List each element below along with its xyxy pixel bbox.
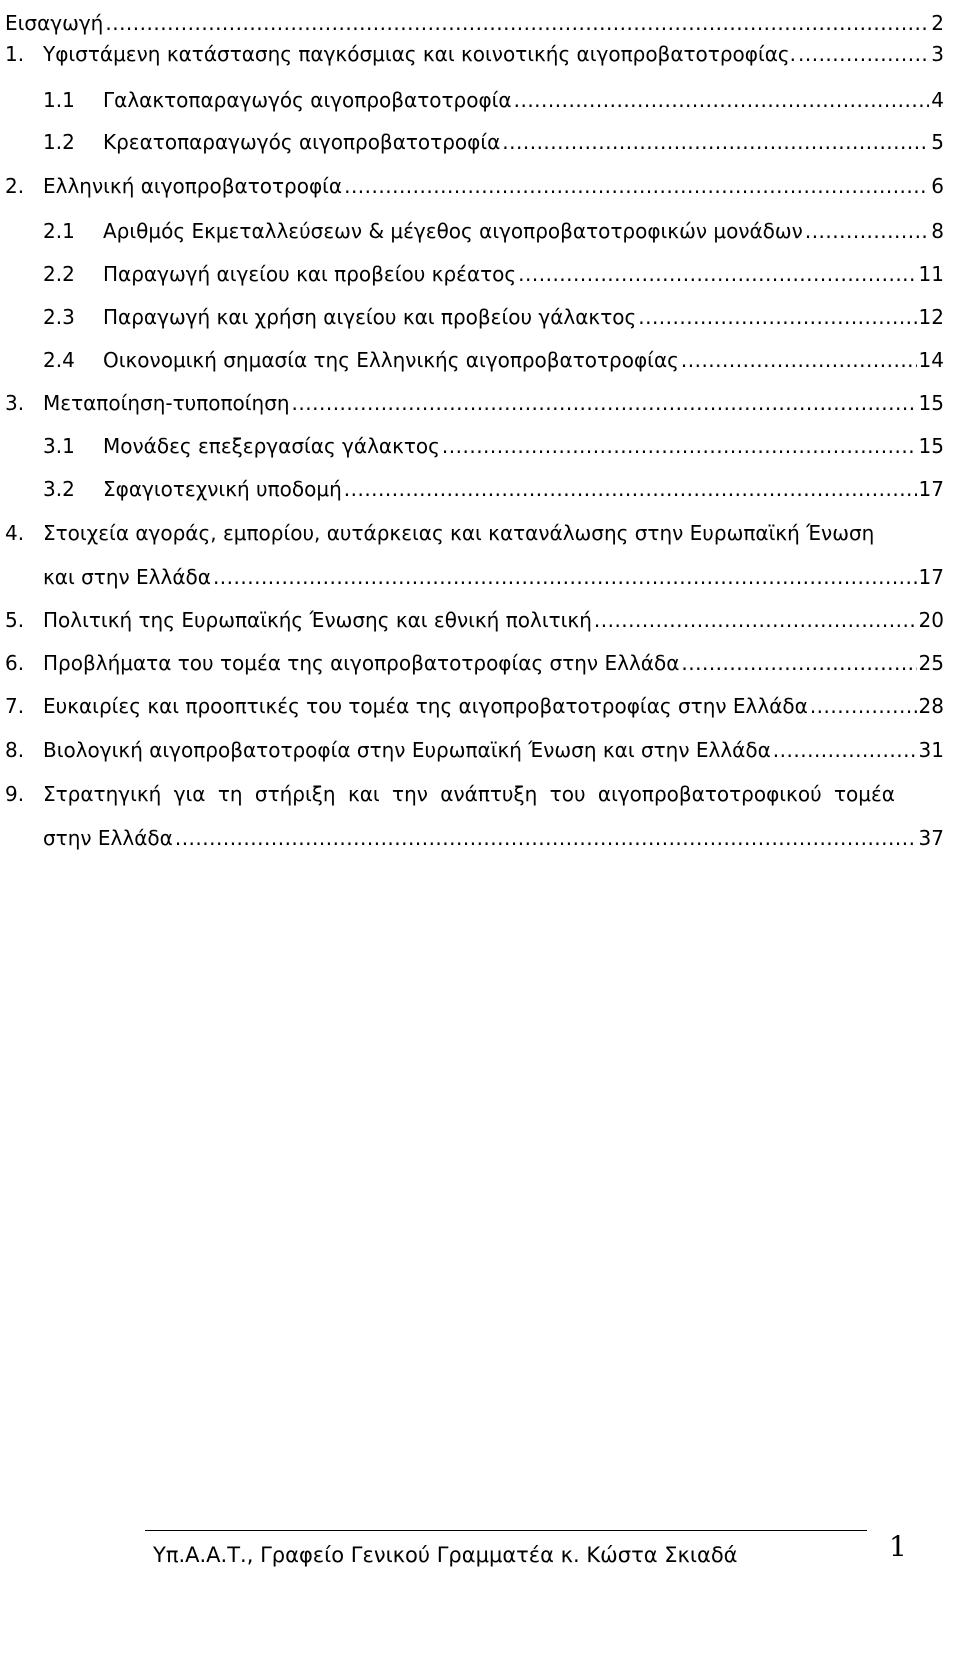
dot-leader (681, 337, 917, 383)
toc-entry-title: Σφαγιοτεχνική υποδομή (103, 477, 342, 501)
toc-entry-title: Μονάδες επεξεργασίας γάλακτος (103, 434, 440, 458)
toc-entry-6[interactable] (5, 640, 944, 686)
toc-entry-3-1[interactable] (5, 423, 944, 469)
toc-entry-number: 4. (5, 521, 25, 545)
footer-page-number: 1 (889, 1530, 907, 1563)
toc-entry-title: Αριθμός Εκμεταλλεύσεων & μέγεθος αιγοπροβατοτροφικών μονάδων (103, 219, 803, 243)
toc-entry-number: 1.2 (43, 130, 75, 154)
toc-entry-5[interactable] (5, 597, 944, 643)
toc-entry-title: Εισαγωγή (5, 11, 104, 35)
toc-entry-page: 28 (918, 694, 944, 718)
toc-entry-1-1[interactable] (5, 77, 944, 123)
dot-leader (502, 119, 929, 165)
toc-entry-page: 12 (918, 305, 944, 329)
toc-entry-number: 2. (5, 174, 25, 198)
toc-entry-page: 3 (931, 42, 944, 66)
toc-entry-1[interactable] (5, 31, 944, 77)
toc-entry-page: 5 (931, 130, 944, 154)
toc-entry-title: Βιολογική αιγοπροβατοτροφία στην Ευρωπαϊκή Ένωση και στην Ελλάδα (43, 738, 771, 762)
toc-entry-number: 5. (5, 608, 25, 632)
toc-entry-2[interactable] (5, 163, 944, 209)
toc-entry-page: 6 (931, 174, 944, 198)
dot-leader (213, 554, 917, 600)
toc-entry-4-line1[interactable] (5, 510, 944, 556)
toc-entry-2-4[interactable] (5, 337, 944, 383)
toc-entry-number: 3.2 (43, 477, 75, 501)
toc-entry-2-1[interactable] (5, 208, 944, 254)
dot-leader (681, 640, 916, 686)
toc-entry-title: Γαλακτοπαραγωγός αιγοπροβατοτροφία (103, 88, 512, 112)
footer-text: Υπ.Α.Α.Τ., Γραφείο Γενικού Γραμματέα κ. Κώστα Σκιαδά (153, 1543, 738, 1567)
toc-entry-title: στην Ελλάδα (43, 826, 173, 850)
toc-entry-page: 15 (918, 434, 944, 458)
toc-entry-page: 17 (918, 565, 944, 589)
toc-entry-page: 4 (931, 88, 944, 112)
toc-entry-title: Στοιχεία αγοράς, εμπορίου, αυτάρκειας και κατανάλωσης στην Ευρωπαϊκή Ένωση (43, 521, 875, 545)
toc-entry-title: Στρατηγική για τη στήριξη και την ανάπτυξη του αιγοπροβατοτροφικού τομέα (43, 782, 895, 806)
toc-entry-title: Παραγωγή και χρήση αιγείου και προβείου γάλακτος (103, 305, 637, 329)
toc-entry-number: 6. (5, 651, 25, 675)
toc-entry-title: Οικονομική σημασία της Ελληνικής αιγοπροβατοτροφίας (103, 348, 679, 372)
toc-entry-number: 3.1 (43, 434, 75, 458)
toc-entry-title: Ελληνική αιγοπροβατοτροφία (43, 174, 343, 198)
dot-leader (638, 294, 916, 340)
dot-leader (773, 727, 917, 773)
dot-leader (594, 597, 917, 643)
toc-entry-page: 15 (918, 391, 944, 415)
toc-entry-page: 25 (918, 651, 944, 675)
footer-divider (145, 1530, 867, 1531)
toc-entry-1-2[interactable] (5, 119, 944, 165)
toc-entry-number: 2.2 (43, 262, 75, 286)
dot-leader (344, 466, 917, 512)
toc-entry-page: 37 (918, 826, 944, 850)
toc-entry-page: 14 (918, 348, 944, 372)
toc-entry-number: 1.1 (43, 88, 75, 112)
toc-entry-title: Ευκαιρίες και προοπτικές του τομέα της αιγοπροβατοτροφίας στην Ελλάδα (43, 694, 808, 718)
toc-entry-number: 2.3 (43, 305, 75, 329)
dot-leader (344, 163, 929, 209)
toc-entry-7[interactable] (5, 683, 944, 729)
toc-entry-title: Προβλήματα του τομέα της αιγοπροβατοτροφίας στην Ελλάδα (43, 651, 680, 675)
toc-entry-page: 20 (918, 608, 944, 632)
toc-entry-page: 8 (931, 219, 944, 243)
dot-leader (175, 815, 917, 861)
toc-entry-3-2[interactable] (5, 466, 944, 512)
dot-leader (292, 380, 917, 426)
toc-entry-title: Κρεατοπαραγωγός αιγοπροβατοτροφία (103, 130, 501, 154)
toc-entry-page: 11 (918, 262, 944, 286)
toc-entry-title: και στην Ελλάδα (43, 565, 211, 589)
toc-entry-title: Υφιστάμενη κατάστασης παγκόσμιας και κοινοτικής αιγοπροβατοτροφίας. (43, 42, 796, 66)
dot-leader (518, 251, 916, 297)
dot-leader (798, 31, 929, 77)
toc-entry-number: 9. (5, 782, 25, 806)
toc-entry-9-line1[interactable] (5, 771, 944, 817)
dot-leader (442, 423, 917, 469)
toc-entry-number: 8. (5, 738, 25, 762)
toc-entry-2-3[interactable] (5, 294, 944, 340)
toc-entry-title: Παραγωγή αιγείου και προβείου κρέατος (103, 262, 517, 286)
toc-entry-page: 31 (918, 738, 944, 762)
toc-entry-number: 3. (5, 391, 25, 415)
toc-entry-number: 2.4 (43, 348, 75, 372)
toc-entry-number: 2.1 (43, 219, 75, 243)
dot-leader (805, 208, 929, 254)
toc-entry-page: 17 (918, 477, 944, 501)
toc-entry-title: Πολιτική της Ευρωπαϊκής Ένωσης και εθνική πολιτική (43, 608, 592, 632)
dot-leader (514, 77, 930, 123)
toc-entry-8[interactable] (5, 727, 944, 773)
toc-entry-title: Μεταποίηση-τυποποίηση (43, 391, 290, 415)
toc-entry-3[interactable] (5, 380, 944, 426)
toc-entry-number: 7. (5, 694, 25, 718)
toc-entry-2-2[interactable] (5, 251, 944, 297)
toc-entry-page: 2 (931, 11, 944, 35)
toc-entry-9-line2[interactable] (5, 815, 944, 861)
toc-entry-number: 1. (5, 42, 25, 66)
dot-leader (810, 683, 917, 729)
toc-entry-4-line2[interactable] (5, 554, 944, 600)
